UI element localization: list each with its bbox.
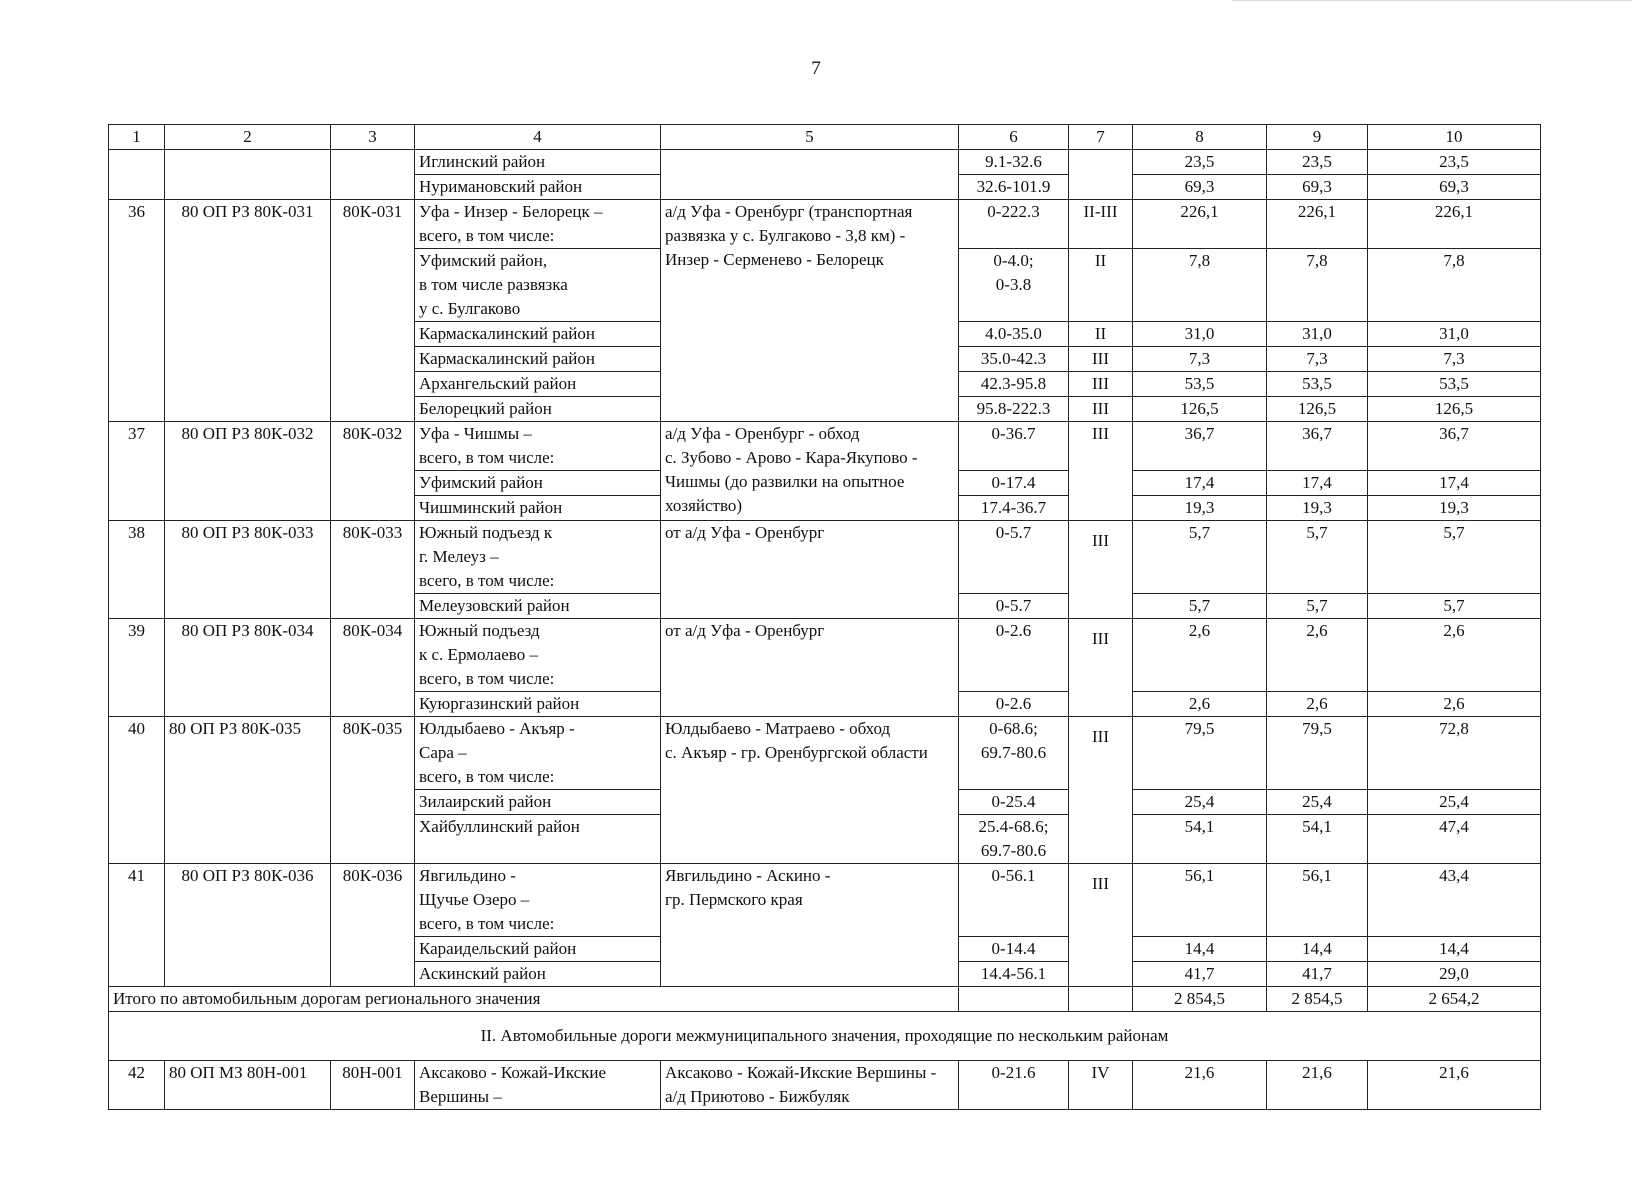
row-number: 42 <box>109 1061 165 1110</box>
col-header: 3 <box>331 125 415 150</box>
value-cell: 54,1 <box>1133 815 1267 864</box>
road-id: 80 ОП РЗ 80К-032 <box>165 422 331 521</box>
category: III <box>1069 521 1133 619</box>
road-description: Юлдыбаево - Матраево - обход с. Акъяр - гр. Оренбургской области <box>661 717 959 864</box>
col-header: 1 <box>109 125 165 150</box>
table-row <box>109 1061 1541 1110</box>
road-name: Юлдыбаево - Акъяр - Сара – всего, в том числе: <box>415 717 661 790</box>
value-cell: 47,4 <box>1368 815 1541 864</box>
value-cell: 14,4 <box>1368 937 1541 962</box>
km-range: 0-222.3 <box>959 200 1069 249</box>
road-short-id: 80К-031 <box>331 200 415 422</box>
value-cell: 2,6 <box>1368 619 1541 692</box>
total-value: 2 854,5 <box>1133 987 1267 1012</box>
value-cell: 5,7 <box>1133 594 1267 619</box>
value-cell: 7,3 <box>1133 347 1267 372</box>
district-cell: Хайбуллинский район <box>415 815 661 864</box>
category: III <box>1069 619 1133 717</box>
km-range: 9.1-32.6 <box>959 150 1069 175</box>
table-row <box>109 864 1541 937</box>
km-range: 0-14.4 <box>959 937 1069 962</box>
km-range: 25.4-68.6; 69.7-80.6 <box>959 815 1069 864</box>
value-cell: 56,1 <box>1133 864 1267 937</box>
total-label: Итого по автомобильным дорогам регионального значения <box>109 987 959 1012</box>
district-cell: Мелеузовский район <box>415 594 661 619</box>
col-header: 9 <box>1267 125 1368 150</box>
km-range: 14.4-56.1 <box>959 962 1069 987</box>
km-range: 0-68.6; 69.7-80.6 <box>959 717 1069 790</box>
row-number: 38 <box>109 521 165 619</box>
value-cell: 53,5 <box>1267 372 1368 397</box>
value-cell: 126,5 <box>1267 397 1368 422</box>
col-header: 6 <box>959 125 1069 150</box>
value-cell: 126,5 <box>1368 397 1541 422</box>
road-name: Южный подъезд к г. Мелеуз – всего, в том числе: <box>415 521 661 594</box>
road-name: Явгильдино - Щучье Озеро – всего, в том числе: <box>415 864 661 937</box>
value-cell: 17,4 <box>1267 471 1368 496</box>
km-range: 4.0-35.0 <box>959 322 1069 347</box>
district-cell: Кармаскалинский район <box>415 347 661 372</box>
value-cell: 126,5 <box>1133 397 1267 422</box>
value-cell: 2,6 <box>1267 692 1368 717</box>
value-cell: 14,4 <box>1133 937 1267 962</box>
km-range: 0-17.4 <box>959 471 1069 496</box>
district-cell: Нуримановский район <box>415 175 661 200</box>
value-cell: 36,7 <box>1133 422 1267 471</box>
road-id: 80 ОП РЗ 80К-036 <box>165 864 331 987</box>
district-cell: Аскинский район <box>415 962 661 987</box>
value-cell: 7,8 <box>1368 249 1541 322</box>
col-header: 8 <box>1133 125 1267 150</box>
value-cell: 29,0 <box>1368 962 1541 987</box>
value-cell: 43,4 <box>1368 864 1541 937</box>
category: III <box>1069 372 1133 397</box>
value-cell: 53,5 <box>1133 372 1267 397</box>
road-id: 80 ОП РЗ 80К-031 <box>165 200 331 422</box>
road-id: 80 ОП МЗ 80Н-001 <box>165 1061 331 1110</box>
km-range: 0-36.7 <box>959 422 1069 471</box>
col-header: 10 <box>1368 125 1541 150</box>
value-cell: 36,7 <box>1267 422 1368 471</box>
value-cell: 2,6 <box>1267 619 1368 692</box>
km-range: 0-5.7 <box>959 594 1069 619</box>
value-cell: 226,1 <box>1368 200 1541 249</box>
road-short-id: 80Н-001 <box>331 1061 415 1110</box>
value-cell: 17,4 <box>1133 471 1267 496</box>
value-cell: 79,5 <box>1267 717 1368 790</box>
category: III <box>1069 397 1133 422</box>
col-header: 2 <box>165 125 331 150</box>
category: II <box>1069 249 1133 322</box>
value-cell: 31,0 <box>1267 322 1368 347</box>
value-cell: 5,7 <box>1267 594 1368 619</box>
section-row <box>109 1012 1541 1061</box>
value-cell: 5,7 <box>1133 521 1267 594</box>
category: III <box>1069 422 1133 521</box>
km-range: 0-4.0; 0-3.8 <box>959 249 1069 322</box>
road-name: Аксаково - Кожай-Икские Вершины – <box>415 1061 661 1110</box>
col-header: 4 <box>415 125 661 150</box>
value-cell: 226,1 <box>1133 200 1267 249</box>
value-cell: 21,6 <box>1267 1061 1368 1110</box>
value-cell: 69,3 <box>1133 175 1267 200</box>
top-edge-line <box>1232 0 1632 1</box>
road-short-id: 80К-032 <box>331 422 415 521</box>
km-range: 0-5.7 <box>959 521 1069 594</box>
value-cell: 69,3 <box>1368 175 1541 200</box>
value-cell: 17,4 <box>1368 471 1541 496</box>
row-number: 41 <box>109 864 165 987</box>
table-row <box>109 619 1541 692</box>
km-range: 35.0-42.3 <box>959 347 1069 372</box>
table-row <box>109 521 1541 594</box>
value-cell: 7,3 <box>1267 347 1368 372</box>
roads-table <box>108 124 1541 1110</box>
km-range: 17.4-36.7 <box>959 496 1069 521</box>
total-row <box>109 987 1541 1012</box>
km-range: 32.6-101.9 <box>959 175 1069 200</box>
road-short-id: 80К-033 <box>331 521 415 619</box>
district-cell: Белорецкий район <box>415 397 661 422</box>
district-cell: Караидельский район <box>415 937 661 962</box>
road-description: от а/д Уфа - Оренбург <box>661 521 959 619</box>
road-name: Уфа - Инзер - Белорецк – всего, в том числе: <box>415 200 661 249</box>
district-cell: Куюргазинский район <box>415 692 661 717</box>
road-id: 80 ОП РЗ 80К-033 <box>165 521 331 619</box>
value-cell: 21,6 <box>1133 1061 1267 1110</box>
district-cell: Зилаирский район <box>415 790 661 815</box>
col-header: 7 <box>1069 125 1133 150</box>
col-header: 5 <box>661 125 959 150</box>
table-row <box>109 200 1541 249</box>
road-name: Южный подъезд к с. Ермолаево – всего, в том числе: <box>415 619 661 692</box>
value-cell: 7,8 <box>1267 249 1368 322</box>
district-cell: Кармаскалинский район <box>415 322 661 347</box>
value-cell: 2,6 <box>1133 619 1267 692</box>
value-cell: 5,7 <box>1267 521 1368 594</box>
value-cell: 69,3 <box>1267 175 1368 200</box>
value-cell: 7,3 <box>1368 347 1541 372</box>
value-cell: 31,0 <box>1368 322 1541 347</box>
value-cell: 41,7 <box>1133 962 1267 987</box>
district-cell: Чишминский район <box>415 496 661 521</box>
page-number: 7 <box>811 58 821 79</box>
value-cell: 54,1 <box>1267 815 1368 864</box>
value-cell: 56,1 <box>1267 864 1368 937</box>
row-number: 36 <box>109 200 165 422</box>
category: II-III <box>1069 200 1133 249</box>
road-short-id: 80К-035 <box>331 717 415 864</box>
row-number: 39 <box>109 619 165 717</box>
road-id: 80 ОП РЗ 80К-035 <box>165 717 331 864</box>
table-row <box>109 717 1541 790</box>
road-short-id: 80К-036 <box>331 864 415 987</box>
category: III <box>1069 864 1133 987</box>
value-cell: 79,5 <box>1133 717 1267 790</box>
header-row <box>109 125 1541 150</box>
district-cell: Уфимский район, в том числе развязка у с. Булгаково <box>415 249 661 322</box>
table-row <box>109 422 1541 471</box>
value-cell: 31,0 <box>1133 322 1267 347</box>
value-cell: 21,6 <box>1368 1061 1541 1110</box>
road-short-id: 80К-034 <box>331 619 415 717</box>
district-cell: Уфимский район <box>415 471 661 496</box>
total-value: 2 654,2 <box>1368 987 1541 1012</box>
row-number: 37 <box>109 422 165 521</box>
value-cell: 25,4 <box>1267 790 1368 815</box>
category: IV <box>1069 1061 1133 1110</box>
km-range: 0-25.4 <box>959 790 1069 815</box>
value-cell: 41,7 <box>1267 962 1368 987</box>
value-cell: 5,7 <box>1368 521 1541 594</box>
km-range: 0-2.6 <box>959 692 1069 717</box>
category: III <box>1069 717 1133 864</box>
km-range: 0-2.6 <box>959 619 1069 692</box>
value-cell: 2,6 <box>1368 692 1541 717</box>
value-cell: 2,6 <box>1133 692 1267 717</box>
table-row <box>109 150 1541 175</box>
value-cell: 226,1 <box>1267 200 1368 249</box>
road-id: 80 ОП РЗ 80К-034 <box>165 619 331 717</box>
road-description: от а/д Уфа - Оренбург <box>661 619 959 717</box>
km-range: 0-21.6 <box>959 1061 1069 1110</box>
value-cell: 7,8 <box>1133 249 1267 322</box>
category: II <box>1069 322 1133 347</box>
value-cell: 25,4 <box>1368 790 1541 815</box>
road-description: Аксаково - Кожай-Икские Вершины - а/д Приютово - Бижбуляк <box>661 1061 959 1110</box>
district-cell: Иглинский район <box>415 150 661 175</box>
value-cell: 19,3 <box>1133 496 1267 521</box>
road-description: а/д Уфа - Оренбург (транспортная развязка у с. Булгаково - 3,8 км) - Инзер - Серменево - Белорецк <box>661 200 959 422</box>
road-description: Явгильдино - Аскино - гр. Пермского края <box>661 864 959 987</box>
value-cell: 19,3 <box>1267 496 1368 521</box>
km-range: 95.8-222.3 <box>959 397 1069 422</box>
value-cell: 23,5 <box>1133 150 1267 175</box>
km-range: 0-56.1 <box>959 864 1069 937</box>
value-cell: 23,5 <box>1368 150 1541 175</box>
category: III <box>1069 347 1133 372</box>
value-cell: 19,3 <box>1368 496 1541 521</box>
value-cell: 5,7 <box>1368 594 1541 619</box>
road-name: Уфа - Чишмы – всего, в том числе: <box>415 422 661 471</box>
row-number: 40 <box>109 717 165 864</box>
value-cell: 23,5 <box>1267 150 1368 175</box>
value-cell: 14,4 <box>1267 937 1368 962</box>
section-title: II. Автомобильные дороги межмуниципального значения, проходящие по нескольким районам <box>109 1012 1541 1061</box>
value-cell: 36,7 <box>1368 422 1541 471</box>
value-cell: 53,5 <box>1368 372 1541 397</box>
value-cell: 72,8 <box>1368 717 1541 790</box>
value-cell: 25,4 <box>1133 790 1267 815</box>
district-cell: Архангельский район <box>415 372 661 397</box>
road-description: а/д Уфа - Оренбург - обход с. Зубово - Арово - Кара-Якупово - Чишмы (до развилки на опытное хозяйство) <box>661 422 959 521</box>
km-range: 42.3-95.8 <box>959 372 1069 397</box>
total-value: 2 854,5 <box>1267 987 1368 1012</box>
